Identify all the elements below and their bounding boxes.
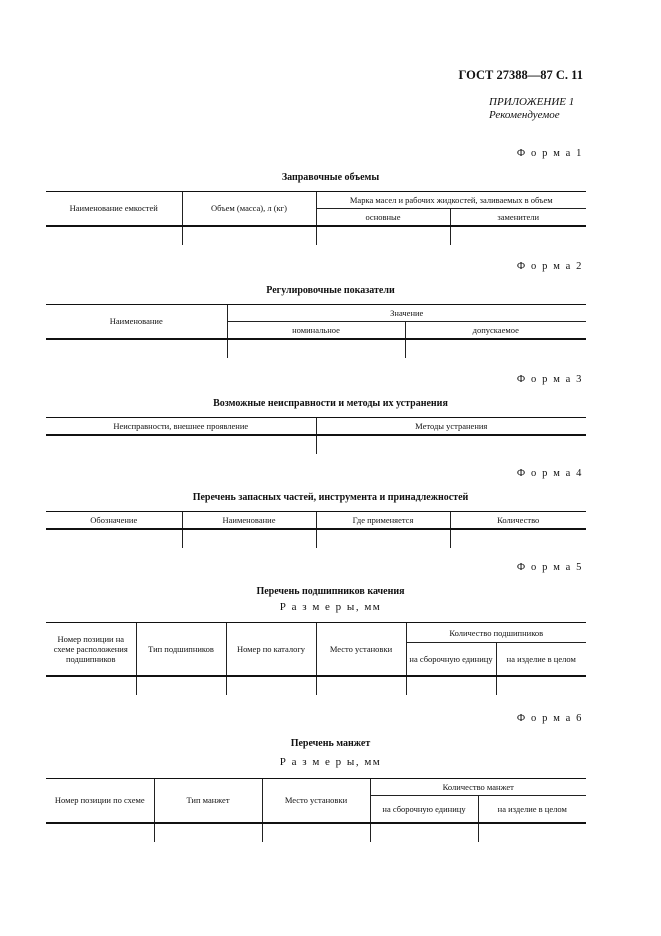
form-6-empty-row (46, 823, 586, 842)
form-5-label: Ф о р м а 5 (516, 562, 583, 573)
table-cell (182, 529, 316, 548)
form-5-col-type: Тип подшипников (136, 623, 226, 676)
form-1-col-substitutes: заменители (450, 209, 586, 226)
table-cell (316, 529, 450, 548)
form-1-col-main: основные (316, 209, 450, 226)
form-4-empty-row (46, 529, 586, 548)
document-code: ГОСТ 27388—87 С. 11 (458, 68, 583, 82)
form-1-col-container: Наименование емкостей (46, 192, 182, 226)
table-cell (227, 339, 405, 358)
form-6-col-position: Номер позиции по схеме (46, 779, 154, 823)
form-2-col-nominal: номинальное (227, 322, 405, 339)
form-1-label: Ф о р м а 1 (516, 148, 583, 159)
form-6-subtitle: Р а з м е р ы, мм (279, 756, 382, 768)
table-cell (46, 435, 316, 454)
form-6-col-location: Место установки (262, 779, 370, 823)
form-6-col-type: Тип манжет (154, 779, 262, 823)
form-6-col-count: Количество манжет (370, 779, 586, 796)
form-5-col-count: Количество подшипников (406, 623, 586, 643)
table-cell (496, 676, 586, 695)
appendix-label: ПРИЛОЖЕНИЕ 1 (489, 96, 575, 108)
form-1-col-oil-brand: Марка масел и рабочих жидкостей, заливаемых в объем (316, 192, 586, 209)
table-cell (316, 676, 406, 695)
table-cell (370, 823, 478, 842)
form-5-col-position: Номер позиции на схеме расположения подшипников (46, 623, 136, 676)
form-4-table (46, 511, 586, 548)
form-3-label: Ф о р м а 3 (516, 374, 583, 385)
form-4-col-usage: Где применяется (316, 512, 450, 529)
form-6-col-per-product: на изделие в целом (478, 796, 586, 823)
form-6-title: Перечень манжет (290, 738, 371, 749)
form-2-label: Ф о р м а 2 (516, 261, 583, 272)
form-3-empty-row (46, 435, 586, 454)
form-2-title: Регулировочные показатели (266, 285, 395, 296)
form-3-title: Возможные неисправности и методы их устранения (213, 398, 448, 409)
form-1-table (46, 191, 586, 245)
table-cell (46, 676, 136, 695)
form-2-empty-row (46, 339, 586, 358)
form-5-col-catalog: Номер по каталогу (226, 623, 316, 676)
form-5-col-location: Место установки (316, 623, 406, 676)
form-2-col-name: Наименование (46, 305, 227, 339)
form-5-subtitle: Р а з м е р ы, мм (279, 601, 382, 613)
form-4-title: Перечень запасных частей, инструмента и принадлежностей (192, 492, 469, 503)
table-cell (46, 529, 182, 548)
form-5-title: Перечень подшипников качения (256, 586, 405, 597)
form-5-col-per-unit: на сборочную единицу (406, 643, 496, 676)
form-2-col-value: Значение (227, 305, 586, 322)
appendix-block (489, 96, 574, 122)
table-cell (46, 823, 154, 842)
form-4-label: Ф о р м а 4 (516, 468, 583, 479)
table-cell (136, 676, 226, 695)
table-cell (46, 339, 227, 358)
table-cell (406, 676, 496, 695)
form-6-col-per-unit: на сборочную единицу (370, 796, 478, 823)
table-cell (450, 529, 586, 548)
table-cell (226, 676, 316, 695)
form-4-col-quantity: Количество (450, 512, 586, 529)
table-cell (478, 823, 586, 842)
form-3-col-fault: Неисправности, внешнее проявление (46, 418, 316, 435)
table-cell (405, 339, 586, 358)
form-1-title: Заправочные объемы (281, 172, 380, 183)
form-1-col-volume: Объем (масса), л (кг) (182, 192, 316, 226)
table-cell (154, 823, 262, 842)
form-3-col-method: Методы устранения (316, 418, 586, 435)
form-4-col-name: Наименование (182, 512, 316, 529)
table-cell (262, 823, 370, 842)
form-5-col-per-product: на изделие в целом (496, 643, 586, 676)
table-cell (450, 226, 586, 245)
table-cell (316, 435, 586, 454)
form-6-table (46, 778, 586, 842)
form-2-table (46, 304, 586, 358)
form-2-col-allowed: допускаемое (405, 322, 586, 339)
form-5-table (46, 622, 586, 695)
form-5-empty-row (46, 676, 586, 695)
table-cell (182, 226, 316, 245)
table-cell (46, 226, 182, 245)
form-6-label: Ф о р м а 6 (516, 713, 583, 724)
form-1-empty-row (46, 226, 586, 245)
form-4-col-designation: Обозначение (46, 512, 182, 529)
form-3-table (46, 417, 586, 454)
table-cell (316, 226, 450, 245)
appendix-status: Рекомендуемое (489, 109, 560, 121)
